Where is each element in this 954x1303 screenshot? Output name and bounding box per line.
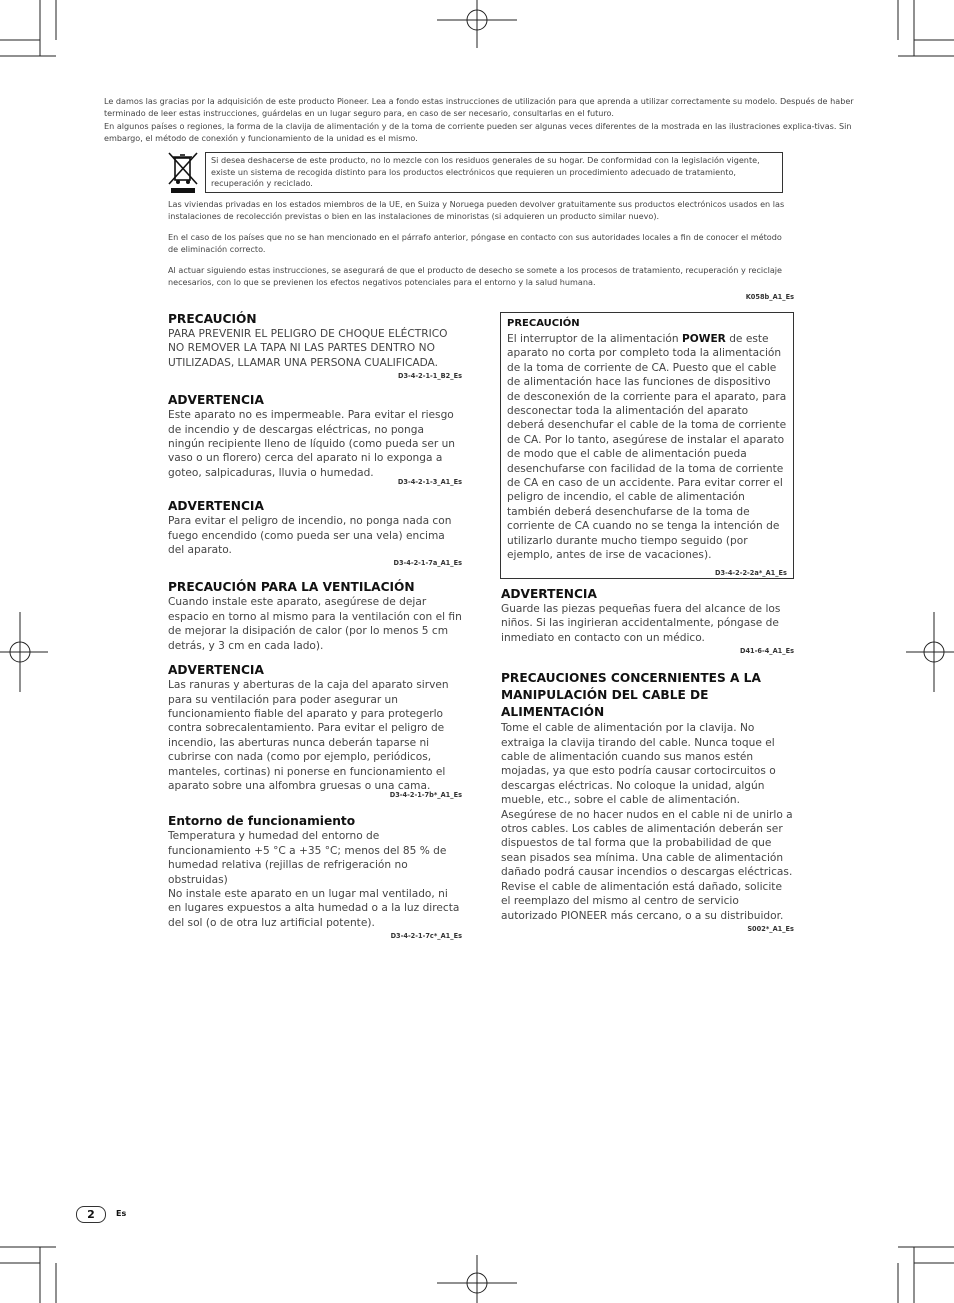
section-heading: PRECAUCIÓN PARA LA VENTILACIÓN <box>168 580 415 595</box>
reference-code: D3-4-2-1-3_A1_Es <box>397 478 462 487</box>
section-text: Las ranuras y aberturas de la caja del aparato sirven para su ventilación para poder asegurar un funcionamiento fiable del aparato y para protegerlo contra sobrecalentamiento. Para evitar el peligro de incendio, las aberturas nunca deberán taparse ni cubrirse con nada (como por ejemplo, periódicos, manteles, cortinas) ni ponerse en funcionamiento el aparato sobre una alfombra gruesas o una cama. <box>168 679 449 792</box>
section-heading: ADVERTENCIA <box>501 587 597 601</box>
intro-paragraph: Le damos las gracias por la adquisición de este producto Pioneer. Lea a fondo estas instrucciones de utilización para que aprenda a utilizar correctamente su modelo. Después de haber terminado de leer estas instrucciones, guárdelas en un lugar seguro para, en caso de ser necesario, consultarlas en el futuro. <box>104 96 854 119</box>
crossed-bin-icon <box>166 150 200 196</box>
intro-text <box>104 95 856 145</box>
reference-code: K058b_A1_Es <box>745 293 794 301</box>
disposal-paragraph: Las viviendas privadas en los estados miembros de la UE, en Suiza y Noruega pueden devolver gratuitamente sus productos electrónicos usados en las instalaciones de recolección previstas o bien en las instalaciones de minoristas (si adquieren un producto similar nuevo). <box>168 199 785 221</box>
section-text: PARA PREVENIR EL PELIGRO DE CHOQUE ELÉCTRICO NO REMOVER LA TAPA NI LAS PARTES DENTRO NO UTILIZADAS, LLAMAR UNA PERSONA CUALIFICADA. <box>168 328 448 369</box>
section-text: Temperatura y humedad del entorno de funcionamiento +5 °C a +35 °C; menos del 85 % de humedad relativa (rejillas de refrigeración no obstruidas) <box>168 830 447 886</box>
left-column <box>168 312 462 953</box>
disposal-paragraph: Al actuar siguiendo estas instrucciones, se asegurará de que el producto de desecho se somete a los procesos de tratamiento, recuperación y reciclaje necesarios, con lo que se previenen los efectos negativos potenciales para el entorno y la salud humana. <box>168 265 783 287</box>
weee-notice-box <box>205 152 783 193</box>
reference-code: D3-4-2-1-7b*_A1_Es <box>389 791 462 800</box>
language-code: Es <box>116 1209 127 1218</box>
section-text: No instale este aparato en un lugar mal ventilado, ni en lugares expuestos a alta humedad o a la luz directa del sol (o de otra luz artificial potente). <box>168 887 460 929</box>
disposal-paragraph: En el caso de los países que no se han mencionado en el párrafo anterior, póngase en contacto con sus autoridades locales a fin de conocer el método de eliminación correcto. <box>168 232 782 254</box>
intro-paragraph: En algunos países o regiones, la forma de la clavija de alimentación y de la toma de corriente pueden ser algunas veces diferentes de la mostrada en las ilustraciones explica-tivas. Sin embargo, el método de conexión y funcionamiento de la unidad es el mismo. <box>104 120 852 144</box>
reference-code: D3-4-2-1-1_B2_Es <box>398 372 462 381</box>
weee-notice-text: Si desea deshacerse de este producto, no lo mezcle con los residuos generales de su hogar. De conformidad con la legislación vigente, existe un sistema de recogida distinto para los productos electrónicos que requieren un procedimiento adecuado de tratamiento, recuperación y reciclado. <box>211 155 760 189</box>
section-text: Este aparato no es impermeable. Para evitar el riesgo de incendio y de descargas eléctricas, no ponga ningún recipiente lleno de líquido (como pueda ser un vaso o un florero) cerca del aparato ni lo exponga a goteo, salpicaduras, lluvia o humedad. <box>168 409 455 479</box>
section-heading: ADVERTENCIA <box>168 499 264 514</box>
disposal-text <box>168 199 794 299</box>
box-text: El interruptor de la alimentación POWER de este aparato no corta por completo toda la alimentación de la toma de corriente de CA. Puesto que el cable de alimentación hace las funciones de dispositivo de desconexión de la corriente para el aparato, para desconectar toda la alimentación del aparato deberá desenchufar el cable de la toma de corriente de CA. Por lo tanto, asegúrese de instalar el aparato de modo que el cable de alimentación pueda desenchufarse con facilidad de la toma de corriente de CA en caso de un accidente. Para evitar correr el peligro de incendio, el cable de alimentación también deberá desenchufarse de la toma de corriente de CA cuando no se tenga la intención de utilizarlo durante mucho tiempo seguido (por ejemplo, antes de irse de vacaciones). <box>507 333 787 562</box>
section-text: Para evitar el peligro de incendio, no ponga nada con fuego encendido (como pueda ser una vela) encima del aparato. <box>168 515 452 557</box>
right-column <box>501 587 794 946</box>
reference-code: D3-4-2-1-7a_A1_Es <box>393 559 462 568</box>
reference-code: D41-6-4_A1_Es <box>739 647 794 656</box>
section-text: Tome el cable de alimentación por la clavija. No extraiga la clavija tirando del cable. Nunca toque el cable de alimentación cuando sus manos estén mojadas, ya que esto podría causar cortocircuitos o descargas eléctricas. No coloque la unidad, algún mueble, etc., sobre el cable de alimentación. Asegúrese de no hacer nudos en el cable ni de unirlo a otros cables. Los cables de alimentación deberán ser dispuestos de tal forma que la probabilidad de que sean pisados sea mínima. Una cable de alimentación dañado podrá causar incendios o descargas eléctricas. Revise el cable de alimentación está dañado, solicite el reemplazo del mismo al centro de servicio autorizado PIONEER más cercano, o a su distribuidor. <box>501 722 793 922</box>
reference-code: D3-4-2-2-2a*_A1_Es <box>715 568 787 577</box>
section-text: Cuando instale este aparato, asegúrese de dejar espacio en torno al mismo para la ventilación con el fin de mejorar la disipación de calor (por lo menos 5 cm detrás, y 3 cm en cada lado). <box>168 596 462 652</box>
section-heading: PRECAUCIONES CONCERNIENTES A LA MANIPULACIÓN DEL CABLE DE ALIMENTACIÓN <box>501 671 761 720</box>
reference-code: S002*_A1_Es <box>747 924 794 933</box>
section-heading: Entorno de funcionamiento <box>168 814 356 829</box>
section-text: Guarde las piezas pequeñas fuera del alcance de los niños. Si las ingirieran accidentalmente, póngase de inmediato en contacto con un médico. <box>501 603 781 644</box>
power-caution-box <box>500 312 794 579</box>
power-keyword: POWER <box>681 333 726 345</box>
box-heading: PRECAUCIÓN <box>507 318 580 329</box>
section-heading: PRECAUCIÓN <box>168 312 257 326</box>
page-number: 2 <box>76 1206 106 1223</box>
section-heading: ADVERTENCIA <box>168 393 264 408</box>
reference-code: D3-4-2-1-7c*_A1_Es <box>390 932 462 941</box>
section-heading: ADVERTENCIA <box>168 663 264 678</box>
